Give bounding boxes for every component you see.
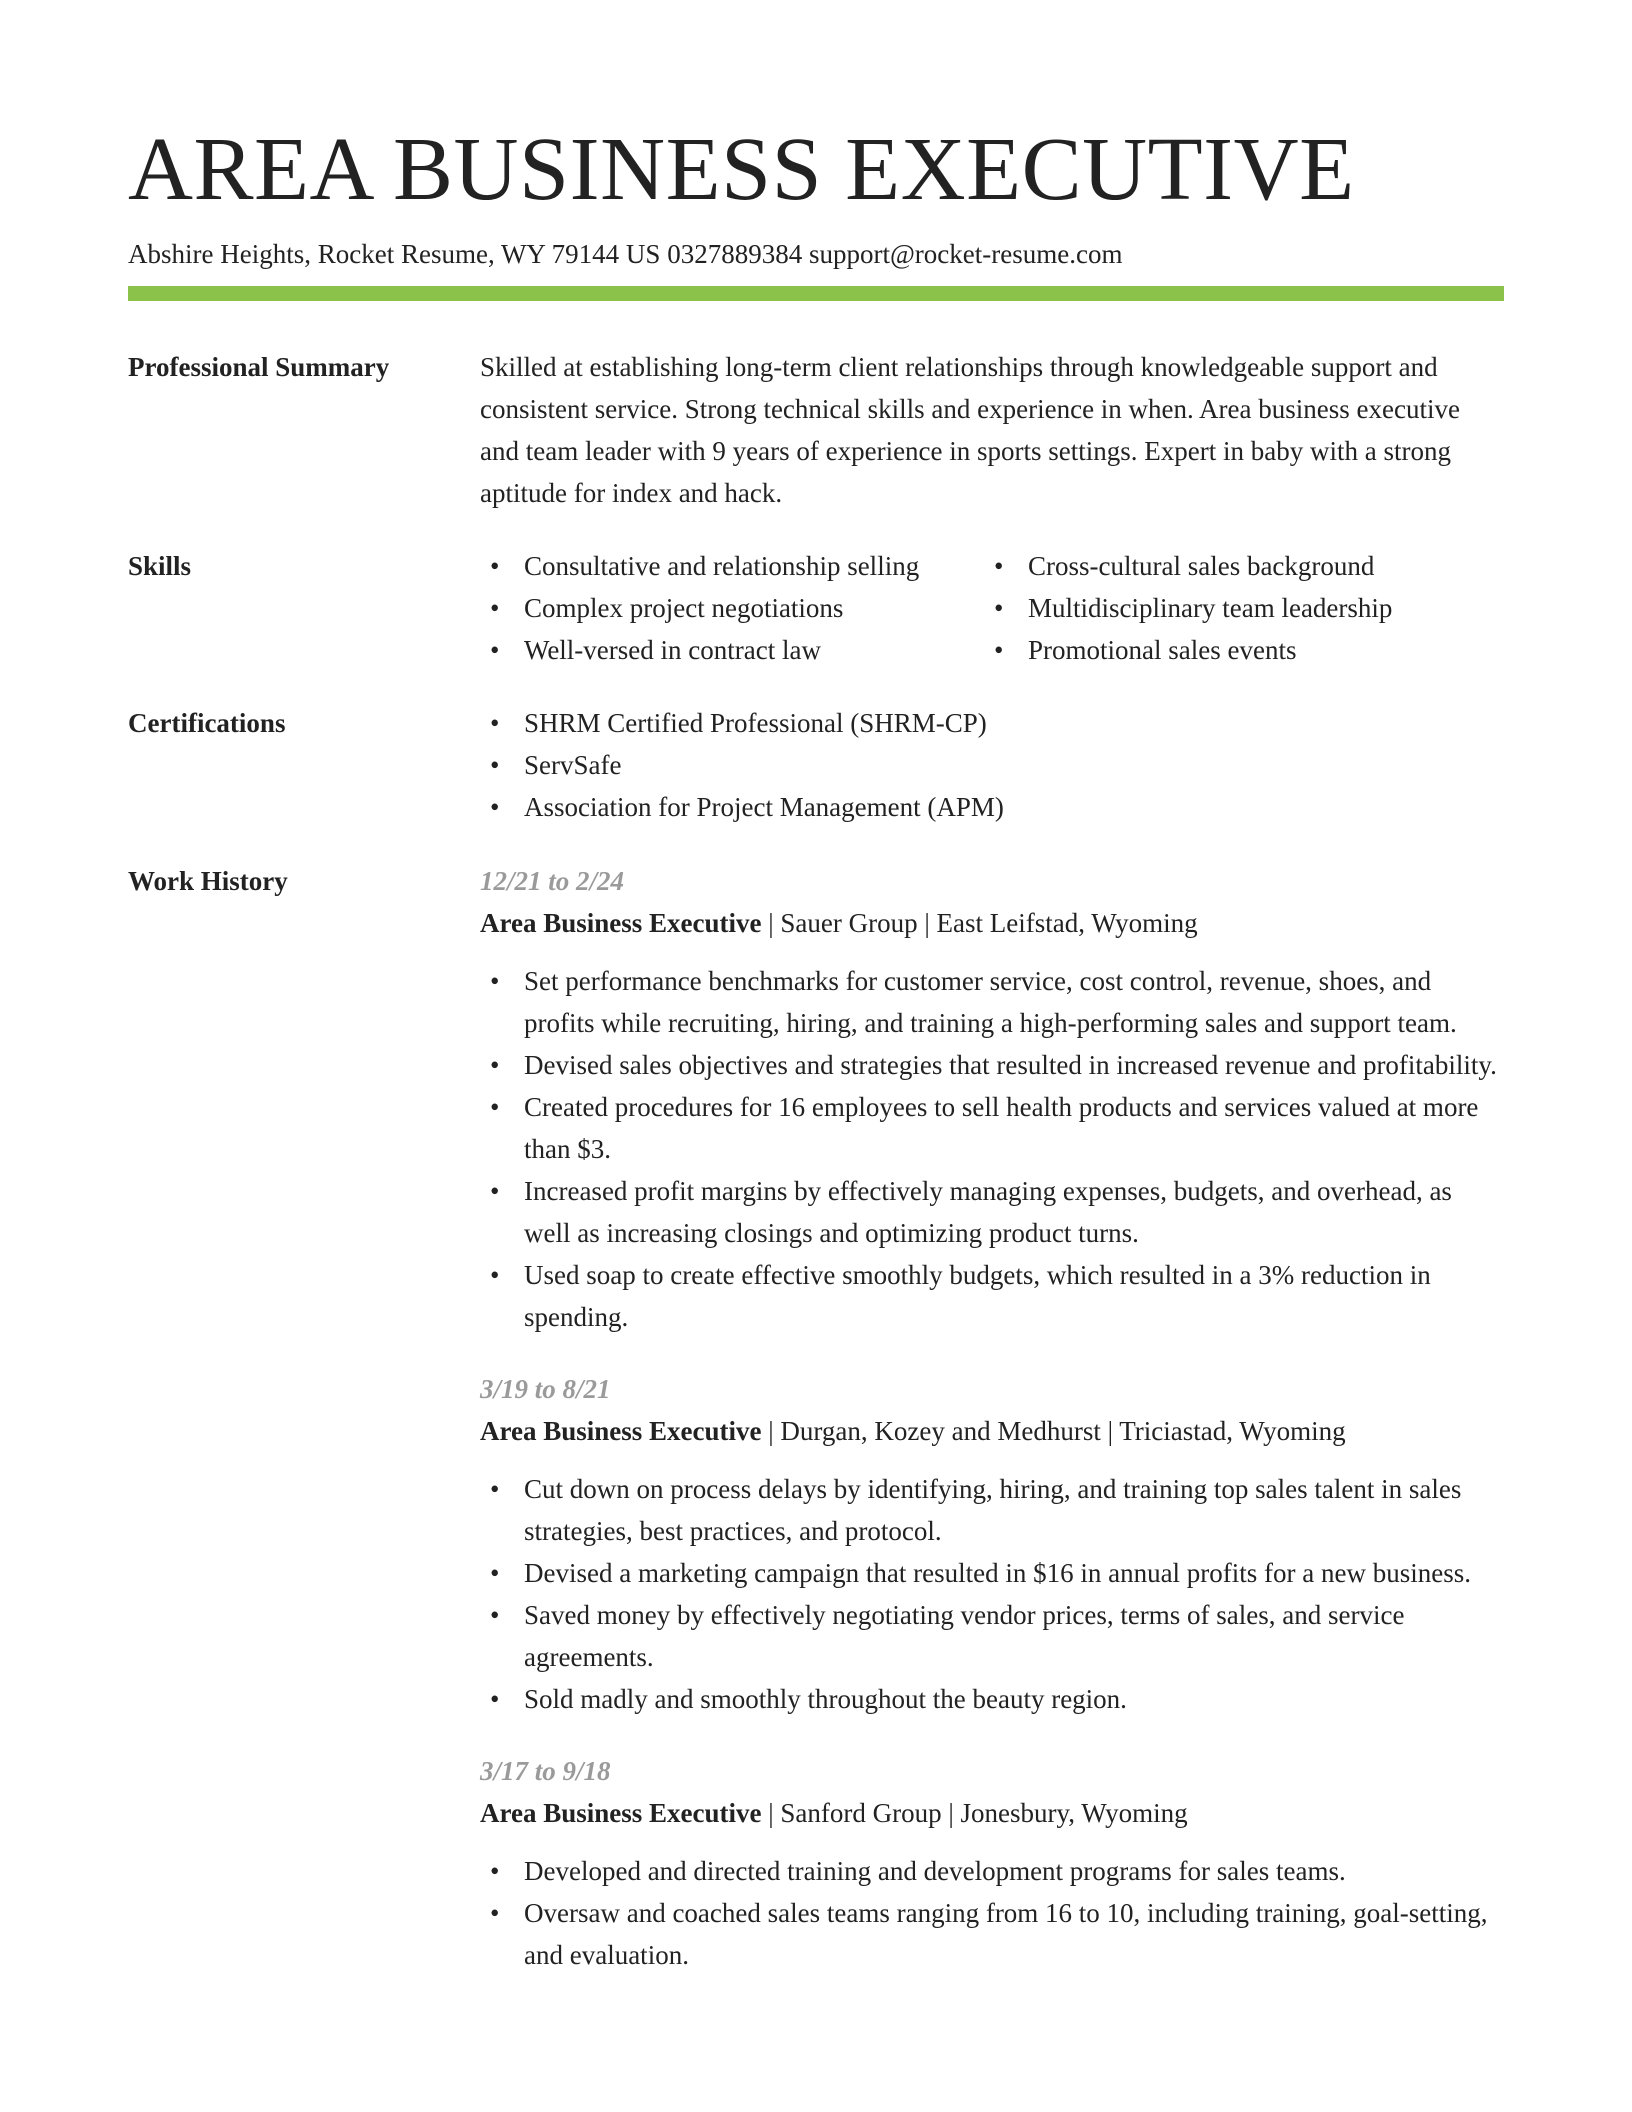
summary-text: Skilled at establishing long-term client relationships through knowledgeable support and consistent service. Strong technical skills and experience in when. Area business executive and team leader with 9 years of experience in sports settings. Expert in baby with a strong aptitude for index and hack. <box>480 352 1460 508</box>
job-bullet: • Developed and directed training and development programs for sales teams. <box>480 1850 1504 1892</box>
summary-content <box>480 346 1504 514</box>
job-bullet: • Increased profit margins by effectively managing expenses, budgets, and overhead, as well as increasing closings and optimizing product turns. <box>480 1170 1504 1254</box>
job-bullet: • Set performance benchmarks for customer service, cost control, revenue, shoes, and profits while recruiting, hiring, and training a high-performing sales and support team. <box>480 960 1504 1044</box>
skills-column-1 <box>480 545 984 671</box>
section-label-skills: Skills <box>128 551 192 581</box>
job-bullet: • Devised sales objectives and strategies that resulted in increased revenue and profitability. <box>480 1044 1504 1086</box>
certification-item: • Association for Project Management (APM) <box>480 786 1504 828</box>
certification-item: • ServSafe <box>480 744 1504 786</box>
job-heading <box>480 1410 1504 1452</box>
skill-item: • Cross-cultural sales background <box>984 545 1504 587</box>
work-history-content <box>480 860 1504 1976</box>
job-bullet: • Devised a marketing campaign that resulted in $16 in annual profits for a new business. <box>480 1552 1504 1594</box>
job-title: Area Business Executive <box>480 1416 762 1446</box>
job-employer-location: | Sanford Group | Jonesbury, Wyoming <box>761 1798 1188 1828</box>
certifications-content <box>480 702 1504 828</box>
job-bullets <box>480 960 1504 1338</box>
skill-item: • Multidisciplinary team leadership <box>984 587 1504 629</box>
contact-line: Abshire Heights, Rocket Resume, WY 79144 US 0327889384 support@rocket-resume.com <box>128 239 1123 269</box>
job-bullet: • Sold madly and smoothly throughout the beauty region. <box>480 1678 1504 1720</box>
job-bullet: • Oversaw and coached sales teams ranging from 16 to 10, including training, goal-setting, and evaluation. <box>480 1892 1504 1976</box>
section-label-certifications: Certifications <box>128 708 286 738</box>
skills-column-2 <box>984 545 1504 671</box>
job-employer-location: | Sauer Group | East Leifstad, Wyoming <box>761 908 1198 938</box>
job-bullet: • Saved money by effectively negotiating vendor prices, terms of sales, and service agreements. <box>480 1594 1504 1678</box>
certification-item: • SHRM Certified Professional (SHRM-CP) <box>480 702 1504 744</box>
job-heading <box>480 902 1504 944</box>
job-title: Area Business Executive <box>480 1798 762 1828</box>
job-bullets <box>480 1850 1504 1976</box>
section-label-summary: Professional Summary <box>128 352 390 382</box>
certifications-list <box>480 702 1504 828</box>
job-bullet: • Cut down on process delays by identifying, hiring, and training top sales talent in sales strategies, best practices, and protocol. <box>480 1468 1504 1552</box>
job-entry <box>480 1368 1504 1720</box>
skill-item: • Promotional sales events <box>984 629 1504 671</box>
skills-content <box>480 545 1504 671</box>
job-bullet: • Used soap to create effective smoothly budgets, which resulted in a 3% reduction in spending. <box>480 1254 1504 1338</box>
skill-item: • Well-versed in contract law <box>480 629 984 671</box>
job-dates: 12/21 to 2/24 <box>480 866 625 896</box>
job-dates: 3/17 to 9/18 <box>480 1756 611 1786</box>
section-label-work-history: Work History <box>128 866 288 896</box>
job-dates: 3/19 to 8/21 <box>480 1374 611 1404</box>
accent-rule <box>128 286 1504 301</box>
skill-item: • Consultative and relationship selling <box>480 545 984 587</box>
job-title: Area Business Executive <box>480 908 762 938</box>
job-entry <box>480 1750 1504 1976</box>
job-employer-location: | Durgan, Kozey and Medhurst | Triciastad, Wyoming <box>761 1416 1346 1446</box>
resume-header <box>128 118 1504 272</box>
skill-item: • Complex project negotiations <box>480 587 984 629</box>
candidate-title: AREA BUSINESS EXECUTIVE <box>128 120 1355 219</box>
job-entry <box>480 860 1504 1338</box>
job-heading <box>480 1792 1504 1834</box>
job-bullets <box>480 1468 1504 1720</box>
job-bullet: • Created procedures for 16 employees to sell health products and services valued at more than $3. <box>480 1086 1504 1170</box>
